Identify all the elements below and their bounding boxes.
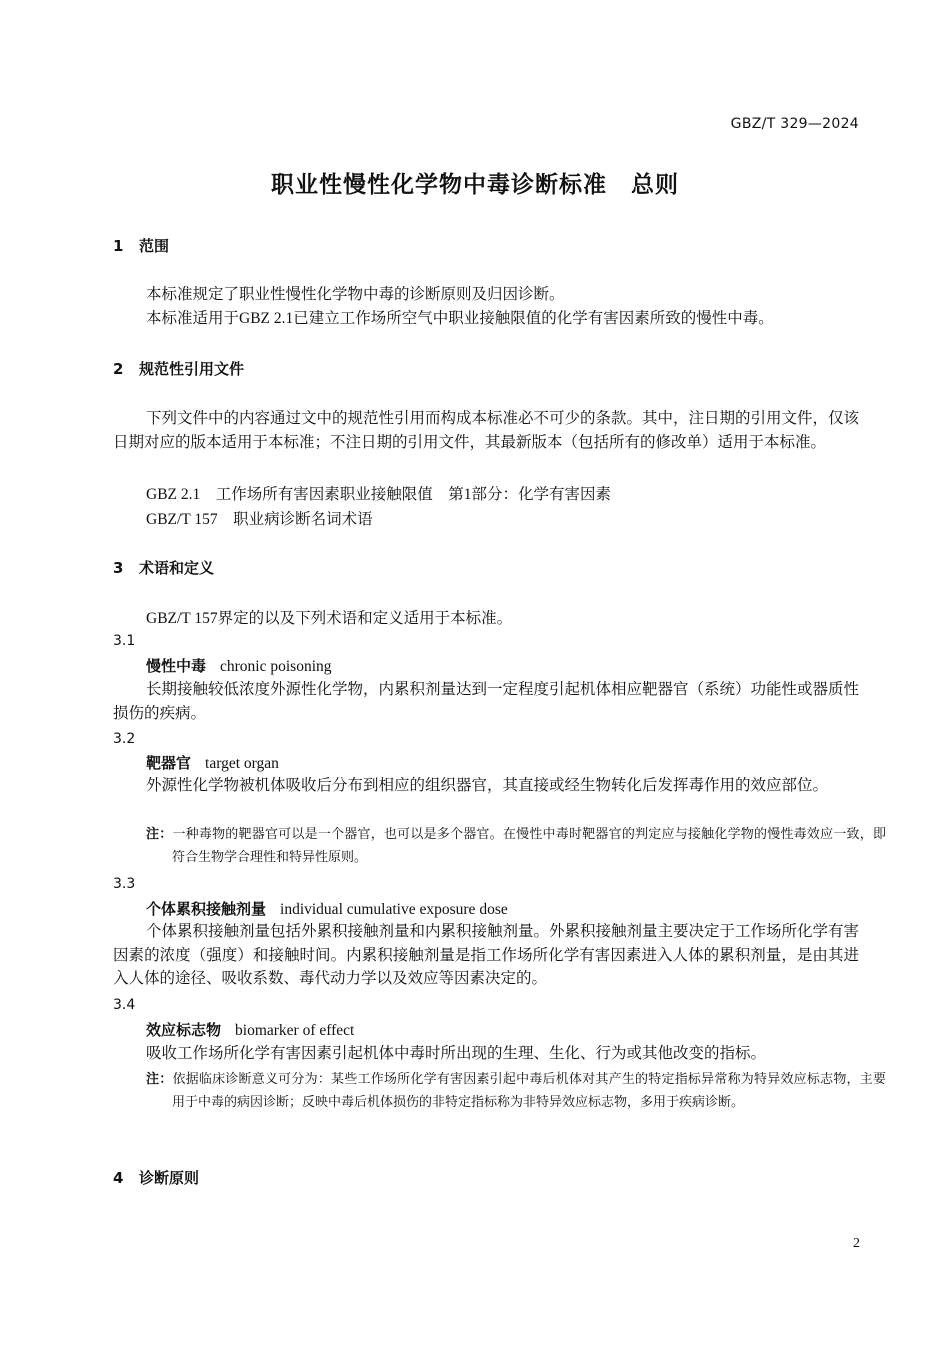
note-biomarker-of-effect [146,1067,886,1113]
term-chronic-poisoning [146,655,332,676]
section-number: 1 [113,237,124,255]
term-chinese: 靶器官 [146,754,192,772]
section-1-heading [113,235,169,256]
term-chinese: 个体累积接触剂量 [146,900,267,918]
section-title: 范围 [139,237,170,255]
note-text: 依据临床诊断意义可分为：某些工作场所化学有害因素引起中毒后机体对其产生的特定指标异常称为特异效应标志物，主要用于中毒的病因诊断；反映中毒后机体损伤的非特定指标称为非特异效应标志物，多用于疾病诊断。 [172,1071,886,1109]
term-chinese: 效应标志物 [146,1021,222,1039]
section-title: 诊断原则 [139,1169,200,1187]
term-biomarker-of-effect [146,1019,354,1040]
term-target-organ [146,752,279,773]
note-target-organ [146,822,886,868]
reference-gbz-t-157: GBZ/T 157 职业病诊断名词术语 [146,511,373,528]
term-individual-cumulative-exposure-dose [146,898,508,919]
references-intro-paragraph: 下列文件中的内容通过文中的规范性引用而构成本标准必不可少的条款。其中，注日期的引用文件，仅该日期对应的版本适用于本标准；不注日期的引用文件，其最新版本（包括所有的修改单）适用于本标准。 [113,410,860,451]
section-title: 术语和定义 [139,559,215,577]
scope-paragraph-1: 本标准规定了职业性慢性化学物中毒的诊断原则及归因诊断。 [146,286,565,303]
definition-individual-cumulative-exposure-dose: 个体累积接触剂量包括外累积接触剂量和内累积接触剂量。外累积接触剂量主要决定于工作场所化学有害因素的浓度（强度）和接触时间。内累积接触剂量是指工作场所化学有害因素进入人体的累积剂量，是由其进入人体的途径、吸收系数、毒代动力学以及效应等因素决定的。 [113,923,860,987]
definition-target-organ: 外源性化学物被机体吸收后分布到相应的组织器官，其直接或经生物转化后发挥毒作用的效应部位。 [146,777,829,794]
section-title: 规范性引用文件 [139,360,245,378]
standard-code: GBZ/T 329—2024 [730,116,859,132]
term-english: individual cumulative exposure dose [280,901,508,918]
section-number: 2 [113,360,124,378]
note-label: 注： [146,1071,173,1086]
term-number-3-3: 3.3 [113,876,136,892]
document-title: 职业性慢性化学物中毒诊断标准 总则 [271,172,679,198]
reference-gbz-2-1: GBZ 2.1 工作场所有害因素职业接触限值 第1部分：化学有害因素 [146,486,612,503]
definition-chronic-poisoning: 长期接触较低浓度外源性化学物，内累积剂量达到一定程度引起机体相应靶器官（系统）功能性或器质性损伤的疾病。 [113,681,860,722]
term-number-3-2: 3.2 [113,731,136,747]
section-number: 3 [113,559,124,577]
note-text: 一种毒物的靶器官可以是一个器官，也可以是多个器官。在慢性中毒时靶器官的判定应与接触化学物的慢性毒效应一致，即符合生物学合理性和特异性原则。 [172,826,886,864]
term-number-3-4: 3.4 [113,997,136,1013]
note-label: 注： [146,826,173,841]
terms-intro: GBZ/T 157界定的以及下列术语和定义适用于本标准。 [146,610,513,627]
page-number: 2 [853,1236,860,1251]
section-number: 4 [113,1169,124,1187]
scope-paragraph-2: 本标准适用于GBZ 2.1已建立工作场所空气中职业接触限值的化学有害因素所致的慢性中毒。 [146,310,774,327]
term-english: target organ [205,755,279,772]
term-number-3-1: 3.1 [113,633,136,649]
section-3-heading [113,557,214,578]
section-2-heading [113,358,244,379]
term-chinese: 慢性中毒 [146,657,207,675]
definition-biomarker-of-effect: 吸收工作场所化学有害因素引起机体中毒时所出现的生理、生化、行为或其他改变的指标。 [146,1045,767,1062]
term-english: chronic poisoning [220,658,332,675]
term-english: biomarker of effect [235,1022,355,1039]
section-4-heading [113,1167,199,1188]
